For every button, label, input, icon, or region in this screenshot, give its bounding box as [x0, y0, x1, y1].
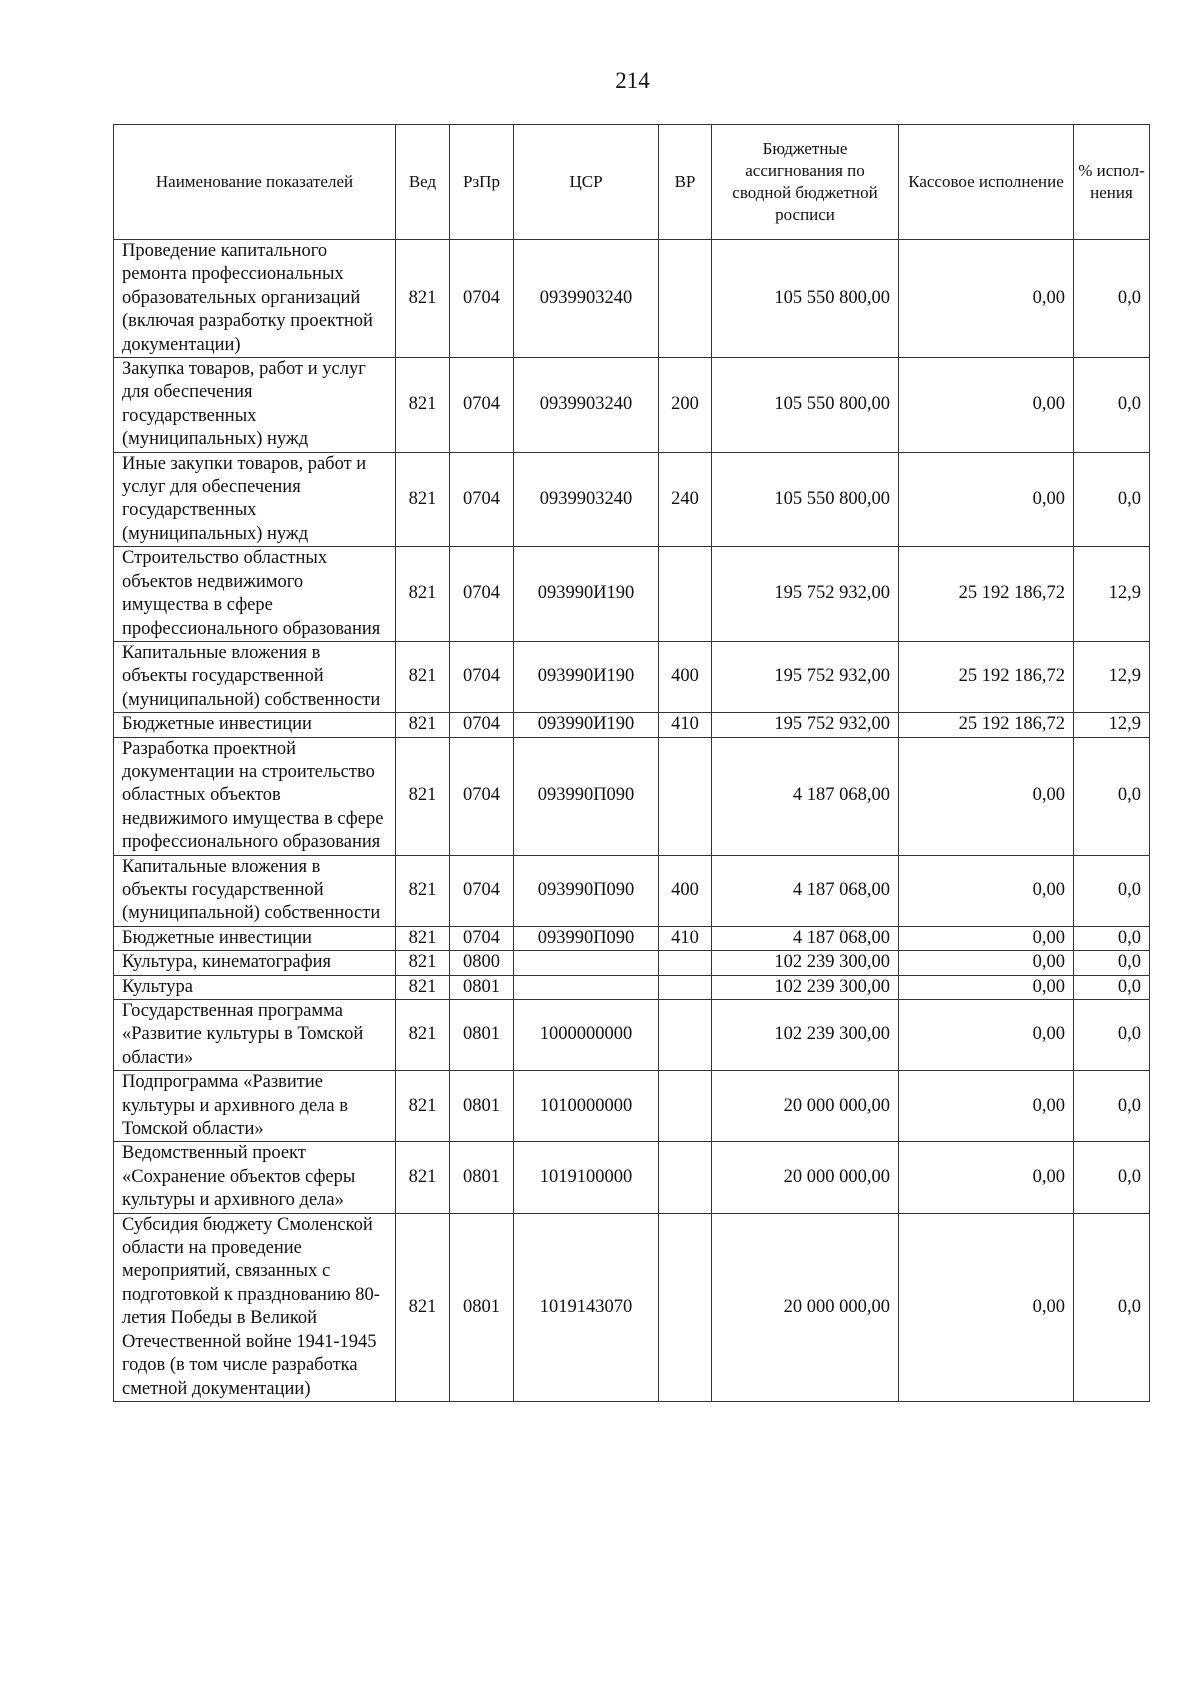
budget-execution-table [113, 124, 1150, 1402]
row-budget: 105 550 800,00 [712, 358, 899, 453]
row-csr: 093990И190 [514, 713, 659, 737]
table-row [114, 713, 1150, 737]
row-rzpr: 0704 [450, 737, 514, 855]
row-budget: 105 550 800,00 [712, 452, 899, 547]
row-name: Капитальные вложения в объекты государственной (муниципальной) собственности [114, 641, 396, 712]
row-budget: 20 000 000,00 [712, 1213, 899, 1401]
row-cash: 0,00 [899, 926, 1074, 950]
table-row [114, 1071, 1150, 1142]
row-vr [659, 240, 712, 358]
row-pct: 0,0 [1074, 855, 1150, 926]
header-ved: Вед [396, 125, 450, 240]
row-ved: 821 [396, 547, 450, 642]
row-cash: 0,00 [899, 1213, 1074, 1401]
row-pct: 12,9 [1074, 641, 1150, 712]
row-csr: 093990П090 [514, 855, 659, 926]
row-budget: 102 239 300,00 [712, 951, 899, 975]
row-pct: 0,0 [1074, 1142, 1150, 1213]
row-cash: 0,00 [899, 855, 1074, 926]
row-vr: 400 [659, 855, 712, 926]
row-pct: 0,0 [1074, 240, 1150, 358]
row-name: Государственная программа «Развитие культуры в Томской области» [114, 1000, 396, 1071]
row-cash: 0,00 [899, 452, 1074, 547]
row-budget: 4 187 068,00 [712, 926, 899, 950]
header-name: Наименование показателей [114, 125, 396, 240]
row-pct: 0,0 [1074, 926, 1150, 950]
row-ved: 821 [396, 641, 450, 712]
table-row [114, 641, 1150, 712]
row-budget: 102 239 300,00 [712, 975, 899, 999]
table-row [114, 1000, 1150, 1071]
row-ved: 821 [396, 1142, 450, 1213]
row-name: Иные закупки товаров, работ и услуг для обеспечения государственных (муниципальных) нужд [114, 452, 396, 547]
header-pct: % испол-нения [1074, 125, 1150, 240]
row-rzpr: 0704 [450, 240, 514, 358]
row-name: Проведение капитального ремонта профессиональных образовательных организаций (включая разработку проектной документации) [114, 240, 396, 358]
row-ved: 821 [396, 737, 450, 855]
row-budget: 105 550 800,00 [712, 240, 899, 358]
row-name: Капитальные вложения в объекты государственной (муниципальной) собственности [114, 855, 396, 926]
row-cash: 25 192 186,72 [899, 713, 1074, 737]
table-row [114, 975, 1150, 999]
row-csr: 1000000000 [514, 1000, 659, 1071]
row-budget: 195 752 932,00 [712, 641, 899, 712]
row-cash: 25 192 186,72 [899, 641, 1074, 712]
row-budget: 20 000 000,00 [712, 1142, 899, 1213]
row-rzpr: 0704 [450, 855, 514, 926]
row-cash: 25 192 186,72 [899, 547, 1074, 642]
row-vr: 410 [659, 713, 712, 737]
row-rzpr: 0704 [450, 358, 514, 453]
row-csr: 0939903240 [514, 452, 659, 547]
row-csr: 1019100000 [514, 1142, 659, 1213]
row-name: Субсидия бюджету Смоленской области на проведение мероприятий, связанных с подготовкой к празднованию 80-летия Победы в Великой Отечественной войне 1941-1945 годов (в том числе разработка сметной документации) [114, 1213, 396, 1401]
row-cash: 0,00 [899, 1000, 1074, 1071]
row-csr: 1010000000 [514, 1071, 659, 1142]
table-row [114, 452, 1150, 547]
table-row [114, 951, 1150, 975]
row-name: Бюджетные инвестиции [114, 713, 396, 737]
row-name: Строительство областных объектов недвижимого имущества в сфере профессионального образования [114, 547, 396, 642]
header-budget: Бюджетные ассигнования по сводной бюджетной росписи [712, 125, 899, 240]
row-name: Культура, кинематография [114, 951, 396, 975]
table-row [114, 547, 1150, 642]
row-cash: 0,00 [899, 1142, 1074, 1213]
row-budget: 20 000 000,00 [712, 1071, 899, 1142]
row-cash: 0,00 [899, 1071, 1074, 1142]
row-pct: 12,9 [1074, 547, 1150, 642]
row-name: Бюджетные инвестиции [114, 926, 396, 950]
row-ved: 821 [396, 240, 450, 358]
row-rzpr: 0800 [450, 951, 514, 975]
header-rzpr: РзПр [450, 125, 514, 240]
table-row [114, 926, 1150, 950]
row-vr: 240 [659, 452, 712, 547]
row-cash: 0,00 [899, 951, 1074, 975]
row-csr: 1019143070 [514, 1213, 659, 1401]
row-csr: 0939903240 [514, 358, 659, 453]
row-name: Культура [114, 975, 396, 999]
row-vr [659, 737, 712, 855]
row-csr: 093990И190 [514, 547, 659, 642]
table-row [114, 240, 1150, 358]
row-pct: 0,0 [1074, 1000, 1150, 1071]
row-ved: 821 [396, 358, 450, 453]
header-cash: Кассовое исполнение [899, 125, 1074, 240]
row-pct: 0,0 [1074, 1213, 1150, 1401]
row-vr [659, 1142, 712, 1213]
table-header-row [114, 125, 1150, 240]
row-csr: 0939903240 [514, 240, 659, 358]
row-rzpr: 0801 [450, 1142, 514, 1213]
table-row [114, 855, 1150, 926]
row-vr [659, 547, 712, 642]
row-vr [659, 1213, 712, 1401]
table-row [114, 358, 1150, 453]
row-rzpr: 0801 [450, 1000, 514, 1071]
row-budget: 4 187 068,00 [712, 737, 899, 855]
row-pct: 0,0 [1074, 452, 1150, 547]
row-ved: 821 [396, 926, 450, 950]
row-ved: 821 [396, 975, 450, 999]
table-row [114, 1142, 1150, 1213]
row-vr [659, 951, 712, 975]
row-rzpr: 0704 [450, 713, 514, 737]
row-rzpr: 0801 [450, 975, 514, 999]
row-rzpr: 0801 [450, 1213, 514, 1401]
header-csr: ЦСР [514, 125, 659, 240]
row-budget: 102 239 300,00 [712, 1000, 899, 1071]
row-cash: 0,00 [899, 737, 1074, 855]
row-ved: 821 [396, 1000, 450, 1071]
page-number: 214 [615, 68, 650, 93]
table-row [114, 737, 1150, 855]
row-csr [514, 951, 659, 975]
row-name: Разработка проектной документации на строительство областных объектов недвижимого имущества в сфере профессионального образования [114, 737, 396, 855]
row-pct: 0,0 [1074, 358, 1150, 453]
row-rzpr: 0704 [450, 547, 514, 642]
row-pct: 0,0 [1074, 737, 1150, 855]
row-vr: 410 [659, 926, 712, 950]
row-ved: 821 [396, 452, 450, 547]
row-ved: 821 [396, 1213, 450, 1401]
row-vr: 400 [659, 641, 712, 712]
row-csr: 093990П090 [514, 926, 659, 950]
row-ved: 821 [396, 713, 450, 737]
row-rzpr: 0704 [450, 641, 514, 712]
row-vr: 200 [659, 358, 712, 453]
row-budget: 195 752 932,00 [712, 713, 899, 737]
row-ved: 821 [396, 855, 450, 926]
row-rzpr: 0704 [450, 926, 514, 950]
row-csr: 093990П090 [514, 737, 659, 855]
row-rzpr: 0801 [450, 1071, 514, 1142]
row-vr [659, 975, 712, 999]
row-pct: 0,0 [1074, 1071, 1150, 1142]
row-cash: 0,00 [899, 240, 1074, 358]
row-rzpr: 0704 [450, 452, 514, 547]
row-budget: 195 752 932,00 [712, 547, 899, 642]
header-vr: ВР [659, 125, 712, 240]
row-csr [514, 975, 659, 999]
row-pct: 0,0 [1074, 951, 1150, 975]
row-cash: 0,00 [899, 975, 1074, 999]
row-budget: 4 187 068,00 [712, 855, 899, 926]
row-name: Закупка товаров, работ и услуг для обеспечения государственных (муниципальных) нужд [114, 358, 396, 453]
row-ved: 821 [396, 1071, 450, 1142]
table-row [114, 1213, 1150, 1401]
row-vr [659, 1000, 712, 1071]
row-pct: 0,0 [1074, 975, 1150, 999]
row-vr [659, 1071, 712, 1142]
row-cash: 0,00 [899, 358, 1074, 453]
row-csr: 093990И190 [514, 641, 659, 712]
row-ved: 821 [396, 951, 450, 975]
row-name: Ведомственный проект «Сохранение объектов сферы культуры и архивного дела» [114, 1142, 396, 1213]
row-pct: 12,9 [1074, 713, 1150, 737]
row-name: Подпрограмма «Развитие культуры и архивного дела в Томской области» [114, 1071, 396, 1142]
